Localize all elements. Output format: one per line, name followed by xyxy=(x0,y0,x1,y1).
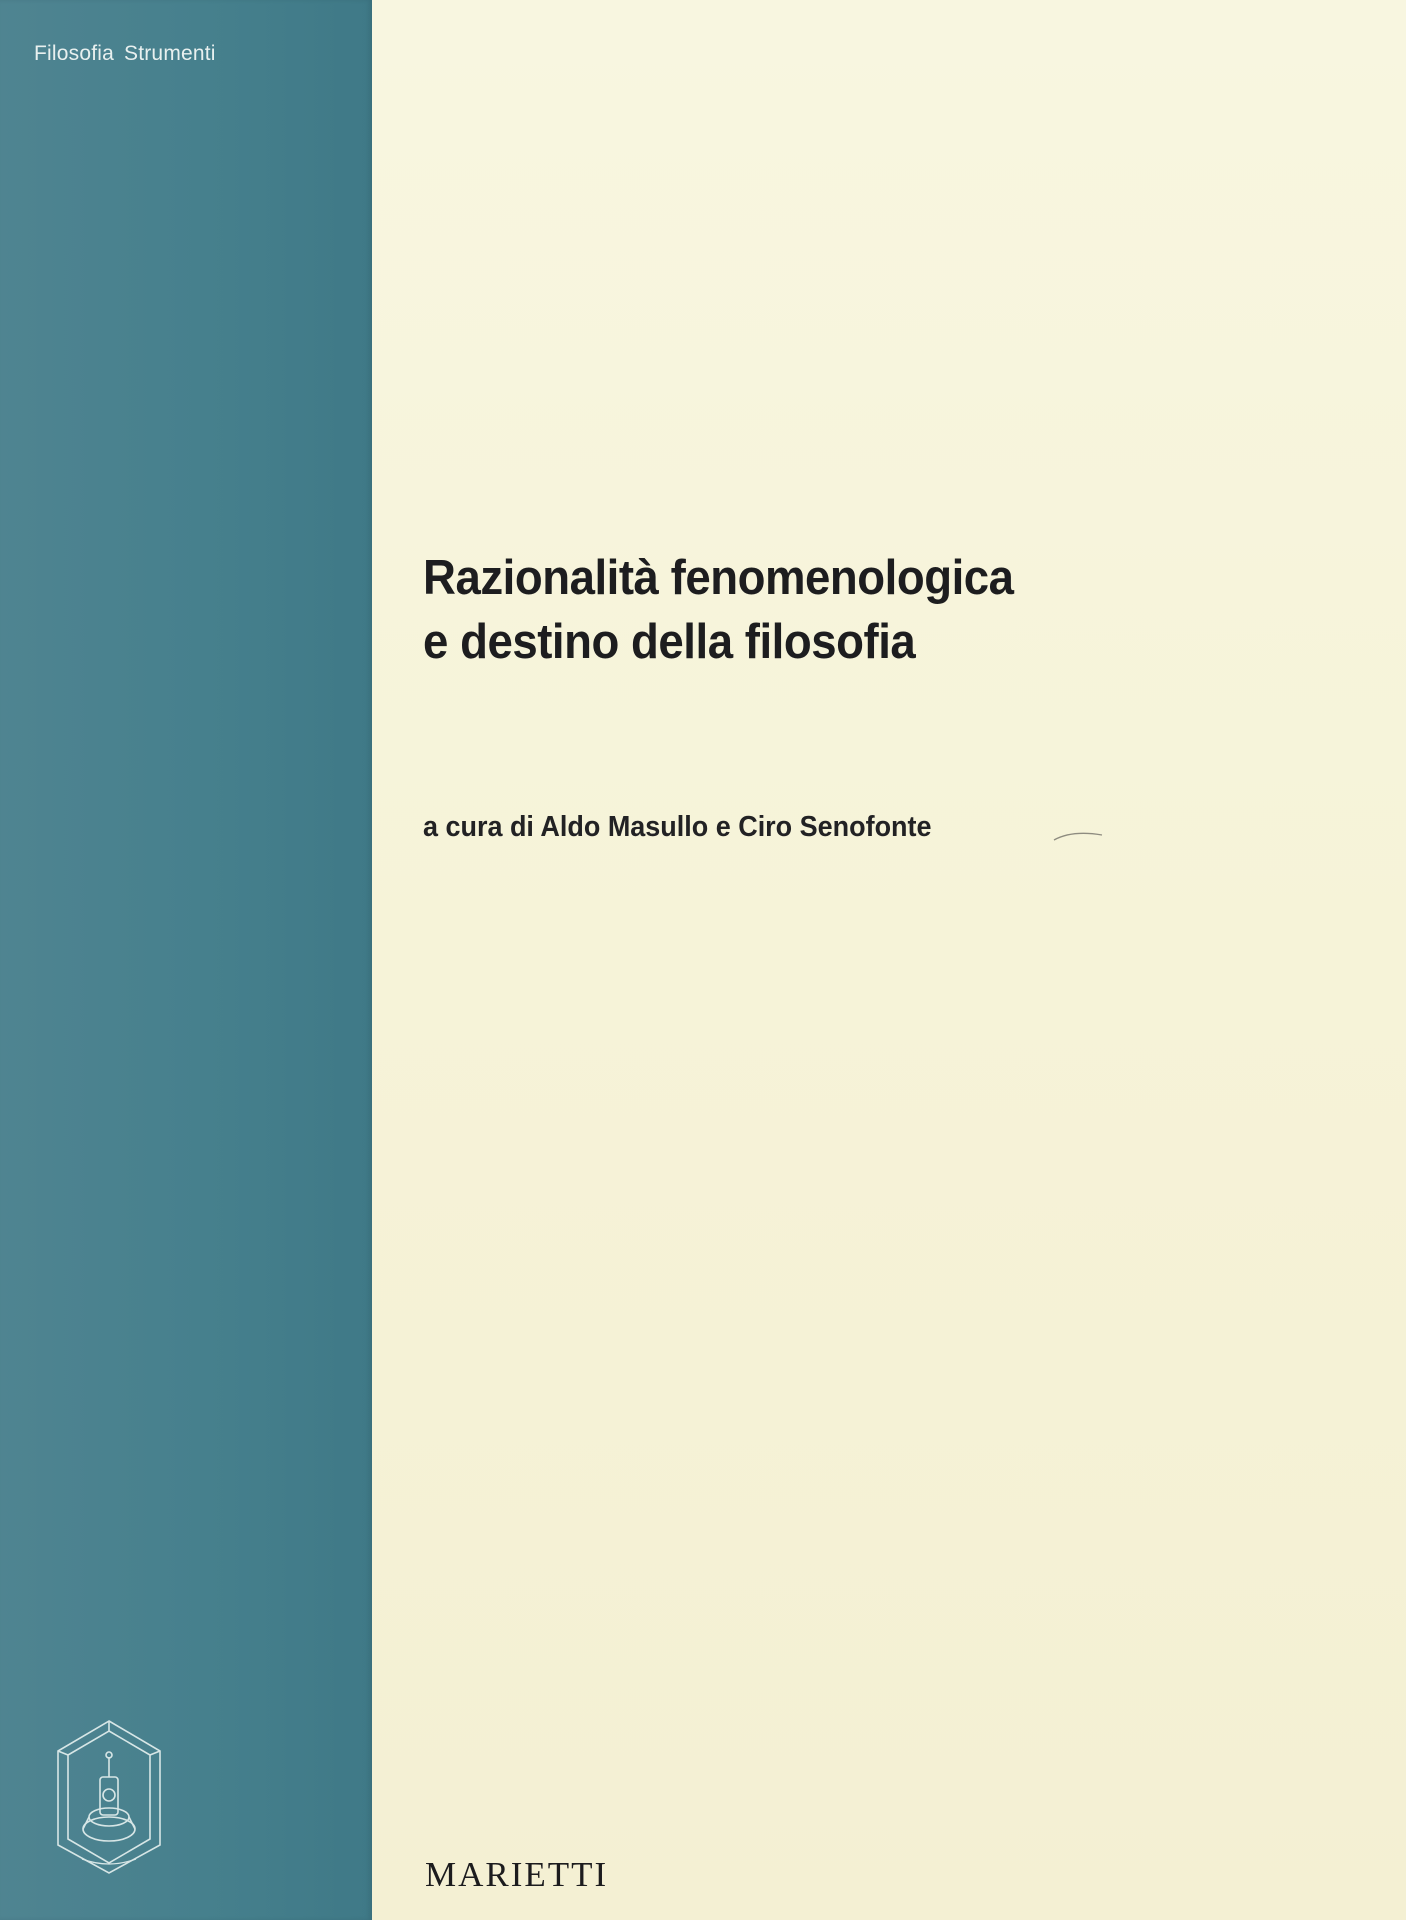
series-word-2: Strumenti xyxy=(124,42,216,65)
cover-side-band xyxy=(0,0,372,1920)
series-name xyxy=(34,42,216,66)
publisher-emblem-icon xyxy=(48,1717,170,1877)
title-line-2: e destino della filosofia xyxy=(423,615,916,669)
editors-credit: a cura di Aldo Masullo e Ciro Senofonte xyxy=(423,811,932,843)
series-word-1: Filosofia xyxy=(34,42,114,65)
paper-mark xyxy=(1052,826,1104,844)
book-title xyxy=(423,546,1014,674)
title-line-1: Razionalità fenomenologica xyxy=(423,551,1014,605)
publisher-name: MARIETTI xyxy=(425,1855,609,1894)
